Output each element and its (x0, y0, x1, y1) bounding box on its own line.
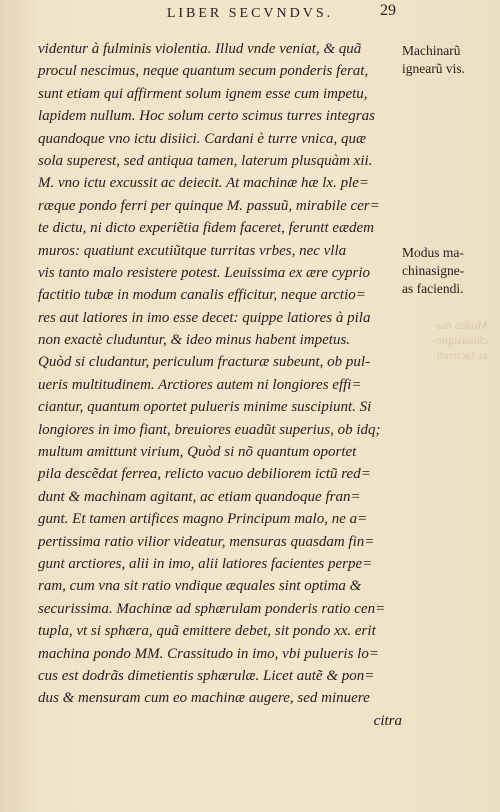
text-line: muros: quatiunt excutiũtque turritas vrbes, nec vlla (38, 242, 347, 259)
bleed-line: Modus ma- (433, 318, 488, 332)
text-line: non exactè cluduntur, & ideo minus habent impetus. (38, 332, 351, 349)
text-line: res aut latiores in imo esse decet: quippe latiores à pila (38, 309, 371, 326)
text-line: sola superest, sed antiqua tamen, laterum plusquàm xii. (38, 152, 373, 169)
text-line: videntur à fulminis violentia. Illud vnde veniat, & quã (38, 41, 362, 57)
text-line: dus & mensuram cum eo machinæ augere, sed minuere (38, 690, 370, 707)
text-line: pertissima ratio vilior videatur, mensuras quasdam fin= (38, 533, 375, 550)
text-line: tupla, vt si sphæra, quã emittere debet, sit pondo xx. erit (38, 623, 376, 640)
marginal-note-line: ignearũ vis. (402, 61, 465, 76)
text-line: dunt & machinam agitant, ac etiam quandoque fran= (38, 488, 361, 505)
text-line: ræque pondo ferri per quinque M. passuũ, mirabile cer= (38, 197, 380, 214)
text-line: quandoque vno ictu disiici. Cardani è turre vnica, quæ (38, 130, 367, 147)
text-line: machina pondo MM. Crassitudo in imo, vbi pulueris lo= (38, 645, 379, 662)
text-line: procul nescimus, neque quantum secum ponderis ferat, (38, 63, 369, 80)
catchword: citra (373, 712, 402, 729)
marginal-note (402, 244, 498, 298)
show-through-bleed (408, 318, 488, 363)
text-line: pila descẽdat ferrea, relicto vacuo debiliorem ictũ red= (38, 466, 371, 483)
text-line: gunt arctiores, alii in imo, alii latiores facientes perpe= (38, 555, 373, 572)
bleed-line: chinasigne- (432, 333, 488, 347)
text-line: factitio tubæ in modum canalis efficitur, neque arctio= (38, 287, 366, 304)
marginal-note-line: Modus ma- (402, 245, 464, 260)
text-line: multum amittunt virium, Quòd si nõ quantum oportet (38, 444, 357, 461)
text-line: ciantur, quantum oportet pulueris minime suscipiunt. Si (38, 399, 372, 416)
text-line: gunt. Et tamen artifices magno Principum malo, ne a= (38, 511, 368, 528)
text-line: longiores in imo fiant, breuiores euadũt superius, ob idq; (38, 421, 381, 438)
marginal-note-line: as faciendi. (402, 281, 464, 296)
page-number: 29 (380, 2, 396, 19)
text-line: vis tanto malo resistere potest. Leuissima ex ære cyprio (38, 264, 371, 281)
text-line: ueris multitudinem. Arctiores autem ni longiores effi= (38, 376, 362, 393)
text-line: cus est dodrãs dimetientis sphærulæ. Licet autẽ & pon= (38, 667, 375, 684)
text-line: securissima. Machinæ ad sphærulam ponderis ratio cen= (38, 600, 386, 617)
text-line: ram, cum vna sit ratio vndique æquales sint optima & (38, 578, 362, 595)
marginal-note (402, 42, 498, 78)
bleed-line: as faciendi. (433, 348, 488, 362)
marginal-note-line: Machinarũ (402, 43, 461, 58)
main-text-block (38, 38, 408, 732)
text-line: lapidem nullum. Hoc solum certo scimus turres integras (38, 108, 375, 125)
text-line: sunt etiam qui affirment solum ignem esse cum impetu, (38, 85, 368, 102)
text-line: Quòd si cludantur, periculum fracturæ subeunt, ob pul- (38, 354, 371, 371)
running-title: LIBER SECVNDVS. (166, 6, 334, 21)
marginal-note-line: chinasigne- (402, 263, 465, 278)
text-line: te dictu, ni dicto experiẽtia fidem faceret, feruntt eædem (38, 220, 375, 237)
text-line: M. vno ictu excussit ac deiecit. At machinæ hæ lx. ple= (38, 175, 370, 192)
